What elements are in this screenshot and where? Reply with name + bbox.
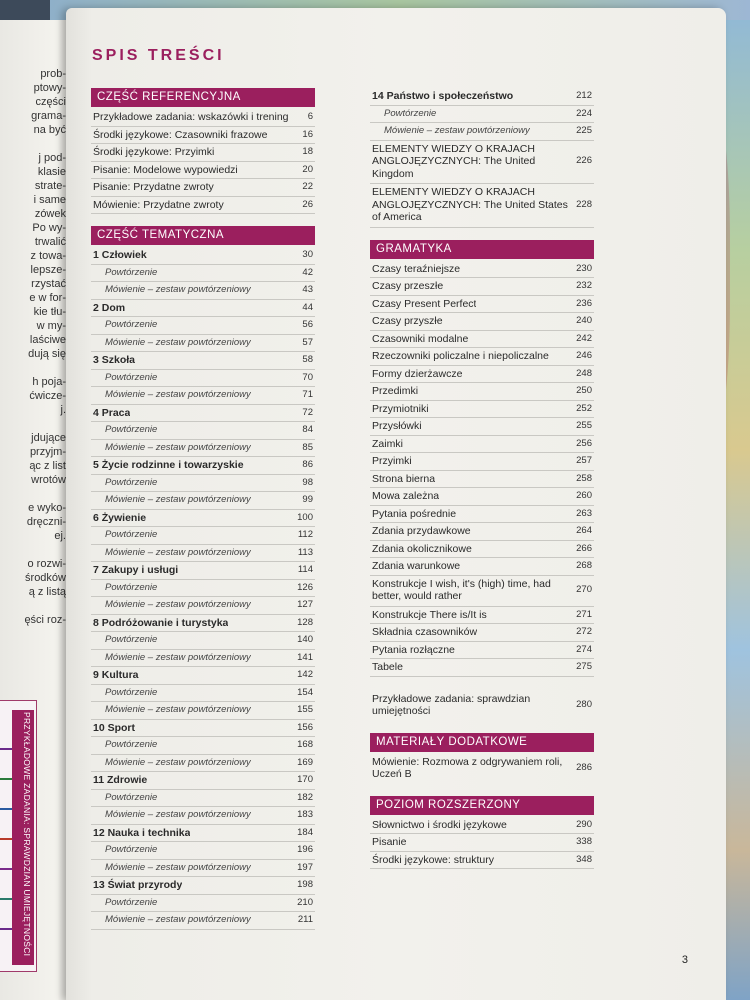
toc-entry-title: Zdania okolicznikowe — [372, 542, 472, 555]
toc-entry[interactable] — [91, 807, 315, 825]
toc-entry-title: Powtórzenie — [105, 896, 158, 908]
toc-entry-title: Przykładowe zadania: sprawdzian umiejętności — [372, 692, 531, 717]
toc-entry[interactable] — [91, 737, 315, 755]
toc-entry-page: 275 — [576, 661, 592, 672]
toc-entry[interactable] — [91, 475, 315, 493]
toc-entry-page: 248 — [576, 367, 592, 379]
toc-entry[interactable] — [370, 488, 594, 506]
spacer — [370, 228, 594, 240]
left-page-line: o rozwi- — [27, 558, 66, 570]
toc-entry[interactable] — [91, 877, 315, 895]
left-page-line: j. — [60, 404, 66, 416]
toc-entry[interactable] — [91, 440, 315, 458]
toc-entry-title: Powtórzenie — [105, 319, 158, 330]
left-page-line: laściwe — [29, 334, 66, 346]
left-page-line: środków — [25, 572, 66, 584]
toc-entry[interactable] — [370, 607, 594, 625]
toc-entry[interactable] — [370, 834, 594, 852]
toc-entry[interactable] — [91, 562, 315, 580]
toc-entry-page: 86 — [302, 459, 313, 470]
toc-entry-page: 22 — [302, 181, 313, 192]
left-page-line: h poja- — [32, 376, 66, 388]
toc-entry-page: 197 — [297, 861, 313, 873]
toc-entry[interactable] — [370, 331, 594, 349]
toc-entry[interactable] — [370, 436, 594, 454]
toc-entry-page: 225 — [576, 125, 592, 136]
toc-entry-page: 141 — [297, 651, 313, 663]
left-page-line: części — [35, 96, 66, 108]
toc-entry-title: Przyimki — [372, 455, 412, 467]
toc-entry[interactable] — [91, 790, 315, 808]
toc-entry-page: 256 — [576, 437, 592, 449]
section-heading: MATERIAŁY DODATKOWE — [370, 733, 594, 752]
toc-entry[interactable] — [91, 352, 315, 370]
toc-entry-title: Konstrukcje There is/It is — [372, 608, 487, 621]
toc-entry[interactable] — [91, 370, 315, 388]
toc-entry-title: ELEMENTY WIEDZY O KRAJACH ANGLOJĘZYCZNYCH: The United States of America — [372, 186, 568, 223]
toc-entry[interactable] — [91, 405, 315, 423]
toc-entry-title: Środki językowe: Przyimki — [93, 146, 215, 158]
spacer — [370, 784, 594, 796]
toc-entry-page: 128 — [297, 616, 313, 628]
toc-entry-page: 252 — [576, 402, 592, 414]
toc-entry[interactable] — [91, 387, 315, 405]
toc-right-column — [370, 88, 594, 869]
toc-entry-page: 338 — [576, 836, 592, 847]
toc-entry[interactable] — [91, 825, 315, 843]
toc-entry[interactable] — [370, 471, 594, 489]
toc-entry-title: 13 Świat przyrody — [93, 879, 183, 891]
toc-entry-page: 18 — [302, 146, 313, 157]
toc-entry-page: 266 — [576, 542, 592, 554]
toc-entry-page: 212 — [576, 90, 592, 101]
toc-entry-title: Powtórzenie — [105, 581, 158, 593]
toc-entry-title: Konstrukcje I wish, it's (high) time, had better, would rather — [372, 577, 551, 602]
toc-entry-title: Powtórzenie — [105, 686, 158, 698]
left-page-line: prob- — [40, 68, 66, 80]
left-page-line: e w for- — [29, 292, 66, 304]
toc-entry-title: Pisanie — [372, 836, 407, 848]
spacer — [91, 214, 315, 226]
toc-entry-title: Mówienie – zestaw powtórzeniowy — [105, 756, 251, 768]
toc-entry[interactable] — [91, 667, 315, 685]
toc-entry-page: 268 — [576, 560, 592, 571]
toc-entry-page: 242 — [576, 332, 592, 344]
toc-entry-page: 112 — [297, 529, 313, 540]
toc-entry-title: 2 Dom — [93, 301, 126, 314]
toc-entry-page: 270 — [576, 583, 592, 595]
left-page-line: strate- — [34, 180, 66, 192]
toc-entry-title: 12 Nauka i technika — [93, 826, 191, 839]
left-page-line: Po wy- — [32, 222, 66, 234]
toc-entry-title: Powtórzenie — [105, 266, 158, 278]
toc-entry[interactable] — [91, 510, 315, 528]
toc-entry[interactable] — [91, 335, 315, 353]
toc-entry-page: 70 — [302, 371, 313, 383]
toc-entry-title: Powtórzenie — [105, 844, 158, 855]
section-heading: CZĘŚĆ TEMATYCZNA — [91, 226, 315, 245]
toc-entry-page: 170 — [297, 774, 313, 785]
left-page-line: i same — [33, 194, 66, 206]
toc-entry-page: 290 — [576, 818, 592, 830]
left-page-line: ęści roz- — [24, 614, 66, 626]
left-page-line: w my- — [36, 320, 66, 332]
toc-entry[interactable] — [91, 912, 315, 930]
toc-entry-title: Przedimki — [372, 385, 419, 397]
toc-entry[interactable] — [370, 383, 594, 401]
toc-entry-title: Czasy Present Perfect — [372, 297, 477, 310]
toc-entry[interactable] — [370, 852, 594, 870]
toc-entry-title: Mówienie – zestaw powtórzeniowy — [105, 284, 251, 295]
toc-entry-title: Mówienie – zestaw powtórzeniowy — [105, 704, 251, 715]
toc-entry-page: 250 — [576, 385, 592, 396]
toc-entry[interactable] — [91, 772, 315, 790]
toc-entry-title: Mówienie – zestaw powtórzeniowy — [105, 494, 251, 505]
toc-entry-page: 182 — [297, 791, 313, 803]
toc-entry-title: Czasy przeszłe — [372, 280, 444, 292]
toc-entry-page: 26 — [302, 198, 313, 210]
toc-entry-title: Mówienie – zestaw powtórzeniowy — [105, 651, 251, 663]
toc-entry-page: 20 — [302, 163, 313, 175]
left-page-line: wrotów — [31, 474, 66, 486]
left-page-band-label: PRZYKŁADOWE ZADANIA: SPRAWDZIAN UMIEJĘTNOŚCI — [22, 712, 32, 957]
toc-entry[interactable] — [370, 106, 594, 124]
toc-entry[interactable] — [91, 650, 315, 668]
toc-entry[interactable] — [370, 817, 594, 835]
toc-entry-page: 142 — [297, 669, 313, 680]
toc-entry-page: 114 — [297, 564, 313, 575]
toc-entry[interactable] — [370, 523, 594, 541]
toc-entry[interactable] — [370, 296, 594, 314]
toc-entry[interactable] — [370, 401, 594, 419]
toc-entry[interactable] — [370, 624, 594, 642]
toc-entry[interactable] — [91, 127, 315, 145]
toc-entry[interactable] — [370, 506, 594, 524]
toc-entry-title: Czasy teraźniejsze — [372, 262, 461, 275]
toc-entry-page: 98 — [302, 476, 313, 488]
toc-entry-page: 169 — [297, 756, 313, 768]
left-page-line: lepsze- — [30, 264, 66, 276]
toc-entry-page: 272 — [576, 626, 592, 637]
toc-entry[interactable] — [91, 527, 315, 545]
left-page-line: rzystać — [31, 278, 66, 290]
toc-entry-title: Czasy przyszłe — [372, 315, 443, 327]
toc-entry-page: 183 — [297, 809, 313, 820]
toc-entry-title: Mówienie – zestaw powtórzeniowy — [105, 441, 251, 453]
toc-entry[interactable] — [91, 144, 315, 162]
toc-entry-page: 140 — [297, 634, 313, 645]
toc-entry-title: 11 Zdrowie — [93, 774, 148, 786]
toc-entry-title: Czasowniki modalne — [372, 332, 469, 345]
toc-entry-page: 99 — [302, 494, 313, 505]
toc-entry[interactable] — [91, 317, 315, 335]
left-page-line: e wyko- — [28, 502, 66, 514]
left-page-arrows — [0, 720, 12, 960]
toc-entry-title: 3 Szkoła — [93, 354, 136, 366]
left-page-line: ptowy- — [33, 82, 66, 94]
toc-entry[interactable] — [91, 109, 315, 127]
toc-entry[interactable] — [370, 88, 594, 106]
left-page-line: dręczni- — [26, 516, 66, 528]
toc-entry[interactable] — [370, 642, 594, 660]
toc-entry-page: 230 — [576, 262, 592, 274]
spacer — [370, 677, 594, 691]
left-page-line: ej. — [54, 530, 66, 542]
toc-entry[interactable] — [91, 265, 315, 283]
toc-entry-title: Rzeczowniki policzalne i niepoliczalne — [372, 350, 549, 362]
toc-entry-page: 84 — [302, 424, 313, 435]
toc-entry[interactable] — [91, 300, 315, 318]
toc-entry-page: 113 — [297, 546, 313, 558]
toc-entry[interactable] — [91, 720, 315, 738]
toc-entry-title: Mówienie: Rozmowa z odgrywaniem roli, Uczeń B — [372, 755, 563, 780]
toc-entry-title: Powtórzenie — [105, 791, 158, 803]
toc-entry[interactable] — [370, 123, 594, 141]
toc-entry[interactable] — [91, 247, 315, 265]
spacer — [370, 721, 594, 733]
section-heading: GRAMATYKA — [370, 240, 594, 259]
toc-entry-page: 16 — [302, 128, 313, 140]
toc-entry-page: 184 — [297, 826, 313, 838]
toc-entry[interactable] — [370, 558, 594, 576]
left-page-line: z towa- — [30, 250, 66, 262]
toc-entry-title: 6 Żywienie — [93, 511, 147, 524]
toc-entry-page: 57 — [302, 336, 313, 348]
toc-entry-title: Zdania warunkowe — [372, 560, 461, 572]
toc-entry[interactable] — [91, 685, 315, 703]
toc-entry-title: Powtórzenie — [105, 529, 158, 540]
toc-entry-page: 168 — [297, 739, 313, 750]
toc-entry[interactable] — [91, 702, 315, 720]
toc-entry[interactable] — [370, 313, 594, 331]
toc-entry-title: Mówienie – zestaw powtórzeniowy — [105, 914, 251, 925]
toc-entry-title: Formy dzierżawcze — [372, 367, 463, 380]
toc-entry[interactable] — [91, 842, 315, 860]
toc-entry[interactable] — [370, 541, 594, 559]
toc-entry-title: Pisanie: Przydatne zwroty — [93, 181, 214, 193]
toc-entry-title: Przykładowe zadania: wskazówki i trening — [93, 111, 289, 123]
toc-entry-page: 154 — [297, 686, 313, 698]
left-page-line: ąc z list — [29, 460, 66, 472]
toc-entry[interactable] — [91, 162, 315, 180]
toc-entry-page: 271 — [576, 608, 592, 620]
toc-entry[interactable] — [370, 659, 594, 677]
toc-entry-page: 44 — [302, 301, 313, 313]
left-page-line: jdujące — [31, 432, 66, 444]
toc-entry-page: 198 — [297, 879, 313, 890]
toc-entry[interactable] — [91, 545, 315, 563]
toc-entry-title: Mówienie – zestaw powtórzeniowy — [105, 389, 251, 400]
toc-entry-title: Słownictwo i środki językowe — [372, 818, 507, 831]
toc-entry[interactable] — [91, 197, 315, 215]
toc-entry-page: 42 — [302, 266, 313, 278]
toc-entry-title: 9 Kultura — [93, 669, 139, 681]
toc-entry-title: Środki językowe: struktury — [372, 853, 494, 866]
left-page-line: j pod- — [38, 152, 66, 164]
toc-entry-title: Powtórzenie — [105, 371, 158, 383]
toc-entry[interactable] — [91, 422, 315, 440]
toc-entry-title: Mówienie – zestaw powtórzeniowy — [105, 861, 251, 873]
toc-entry-title: Środki językowe: Czasowniki frazowe — [93, 128, 268, 141]
toc-entry-page: 280 — [576, 698, 592, 710]
toc-entry-title: Mówienie – zestaw powtórzeniowy — [105, 599, 251, 610]
toc-entry[interactable] — [91, 895, 315, 913]
toc-entry-title: Strona bierna — [372, 472, 436, 485]
toc-entry-title: 14 Państwo i społeczeństwo — [372, 90, 514, 102]
toc-entry-page: 56 — [302, 319, 313, 330]
left-page-line: trwalić — [34, 236, 66, 248]
left-page-edge — [0, 20, 72, 1000]
toc-entry-title: 10 Sport — [93, 721, 136, 734]
toc-entry-title: 4 Praca — [93, 406, 131, 419]
toc-entry-title: 8 Podróżowanie i turystyka — [93, 616, 229, 629]
toc-entry-title: Tabele — [372, 661, 403, 673]
toc-entry-page: 228 — [576, 198, 592, 210]
left-page-line: przyjm- — [29, 446, 66, 458]
toc-entry[interactable] — [91, 282, 315, 300]
toc-entry[interactable] — [91, 632, 315, 650]
toc-entry[interactable] — [370, 754, 594, 784]
toc-entry-page: 127 — [297, 599, 313, 610]
toc-entry-page: 264 — [576, 525, 592, 536]
toc-entry[interactable] — [91, 860, 315, 878]
toc-entry-page: 196 — [297, 844, 313, 855]
toc-entry-page: 30 — [302, 249, 313, 260]
toc-entry-title: Powtórzenie — [105, 739, 158, 750]
toc-entry-title: Mówienie – zestaw powtórzeniowy — [105, 546, 251, 558]
toc-entry[interactable] — [370, 184, 594, 228]
toc-entry[interactable] — [370, 141, 594, 185]
toc-entry-page: 126 — [297, 581, 313, 593]
toc-entry-page: 85 — [302, 441, 313, 453]
toc-entry[interactable] — [91, 457, 315, 475]
toc-entry[interactable] — [91, 179, 315, 197]
toc-entry-title: ELEMENTY WIEDZY O KRAJACH ANGLOJĘZYCZNYCH: The United Kingdom — [372, 142, 536, 180]
toc-entry-title: Przysłówki — [372, 420, 422, 432]
toc-entry-title: Pytania rozłączne — [372, 643, 455, 656]
page-title: SPIS TREŚCI — [92, 47, 225, 64]
toc-entry-title: Powtórzenie — [105, 424, 158, 435]
toc-entry-title: Powtórzenie — [105, 476, 158, 488]
toc-entry[interactable] — [370, 691, 594, 721]
toc-entry-page: 348 — [576, 853, 592, 865]
toc-entry-title: Pisanie: Modelowe wypowiedzi — [93, 163, 238, 176]
left-page-line: dują się — [28, 348, 66, 360]
toc-entry[interactable] — [370, 453, 594, 471]
toc-entry-page: 156 — [297, 721, 313, 733]
toc-entry-title: Składnia czasowników — [372, 626, 478, 638]
toc-entry[interactable] — [370, 348, 594, 366]
section-heading: POZIOM ROZSZERZONY — [370, 796, 594, 815]
toc-entry[interactable] — [91, 615, 315, 633]
left-page-line: zówek — [34, 208, 66, 220]
toc-entry-title: 1 Człowiek — [93, 249, 147, 261]
toc-entry-page: 263 — [576, 507, 592, 519]
toc-left-column — [91, 88, 315, 930]
toc-entry-title: Przymiotniki — [372, 402, 429, 415]
toc-entry-page: 224 — [576, 107, 592, 119]
toc-entry-page: 246 — [576, 350, 592, 361]
toc-entry-title: Pytania pośrednie — [372, 507, 457, 520]
toc-page — [66, 8, 726, 1000]
toc-entry-page: 240 — [576, 315, 592, 326]
toc-entry-page: 236 — [576, 297, 592, 309]
toc-entry-page: 58 — [302, 354, 313, 365]
toc-entry-page: 155 — [297, 704, 313, 715]
toc-entry-title: 5 Życie rodzinne i towarzyskie — [93, 459, 244, 471]
toc-entry[interactable] — [91, 755, 315, 773]
toc-entry-title: Powtórzenie — [105, 634, 158, 645]
toc-entry-title: Mówienie – zestaw powtórzeniowy — [105, 336, 251, 348]
toc-entry-page: 258 — [576, 472, 592, 484]
toc-entry-title: Mówienie – zestaw powtórzeniowy — [105, 809, 251, 820]
toc-entry[interactable] — [370, 366, 594, 384]
toc-entry[interactable] — [370, 261, 594, 279]
page-number: 3 — [681, 954, 688, 966]
toc-entry-title: Zaimki — [372, 437, 403, 450]
left-page-line: grama- — [31, 110, 66, 122]
toc-entry-page: 6 — [307, 111, 313, 122]
toc-entry-title: Zdania przydawkowe — [372, 525, 471, 537]
toc-entry-page: 226 — [576, 155, 592, 166]
toc-entry-page: 210 — [297, 896, 313, 908]
toc-entry[interactable] — [370, 278, 594, 296]
toc-entry[interactable] — [91, 580, 315, 598]
left-page-line: ą z listą — [28, 586, 66, 598]
left-page-line: na być — [33, 124, 66, 136]
toc-entry-page: 255 — [576, 420, 592, 431]
toc-entry[interactable] — [91, 492, 315, 510]
left-page-line: klasie — [37, 166, 66, 178]
toc-entry[interactable] — [370, 576, 594, 607]
toc-entry[interactable] — [370, 418, 594, 436]
toc-entry-page: 100 — [297, 511, 313, 523]
toc-entry-title: 7 Zakupy i usługi — [93, 564, 179, 576]
toc-entry-title: Mówienie – zestaw powtórzeniowy — [384, 125, 530, 136]
toc-entry-page: 211 — [297, 914, 313, 925]
toc-entry-title: Mowa zależna — [372, 490, 440, 502]
toc-entry-page: 43 — [302, 284, 313, 295]
left-page-line: ćwicze- — [29, 390, 66, 402]
section-heading: CZĘŚĆ REFERENCYJNA — [91, 88, 315, 107]
toc-entry-title: Mówienie: Przydatne zwroty — [93, 198, 224, 211]
toc-entry-title: Powtórzenie — [384, 107, 437, 119]
toc-entry-page: 286 — [576, 761, 592, 773]
toc-entry-page: 257 — [576, 455, 592, 466]
left-page-line: kie tłu- — [33, 306, 66, 318]
toc-entry[interactable] — [91, 597, 315, 615]
toc-entry-page: 232 — [576, 280, 592, 291]
toc-entry-page: 72 — [302, 406, 313, 418]
toc-entry-page: 274 — [576, 643, 592, 655]
toc-entry-page: 260 — [576, 490, 592, 501]
toc-entry-page: 71 — [302, 389, 313, 400]
